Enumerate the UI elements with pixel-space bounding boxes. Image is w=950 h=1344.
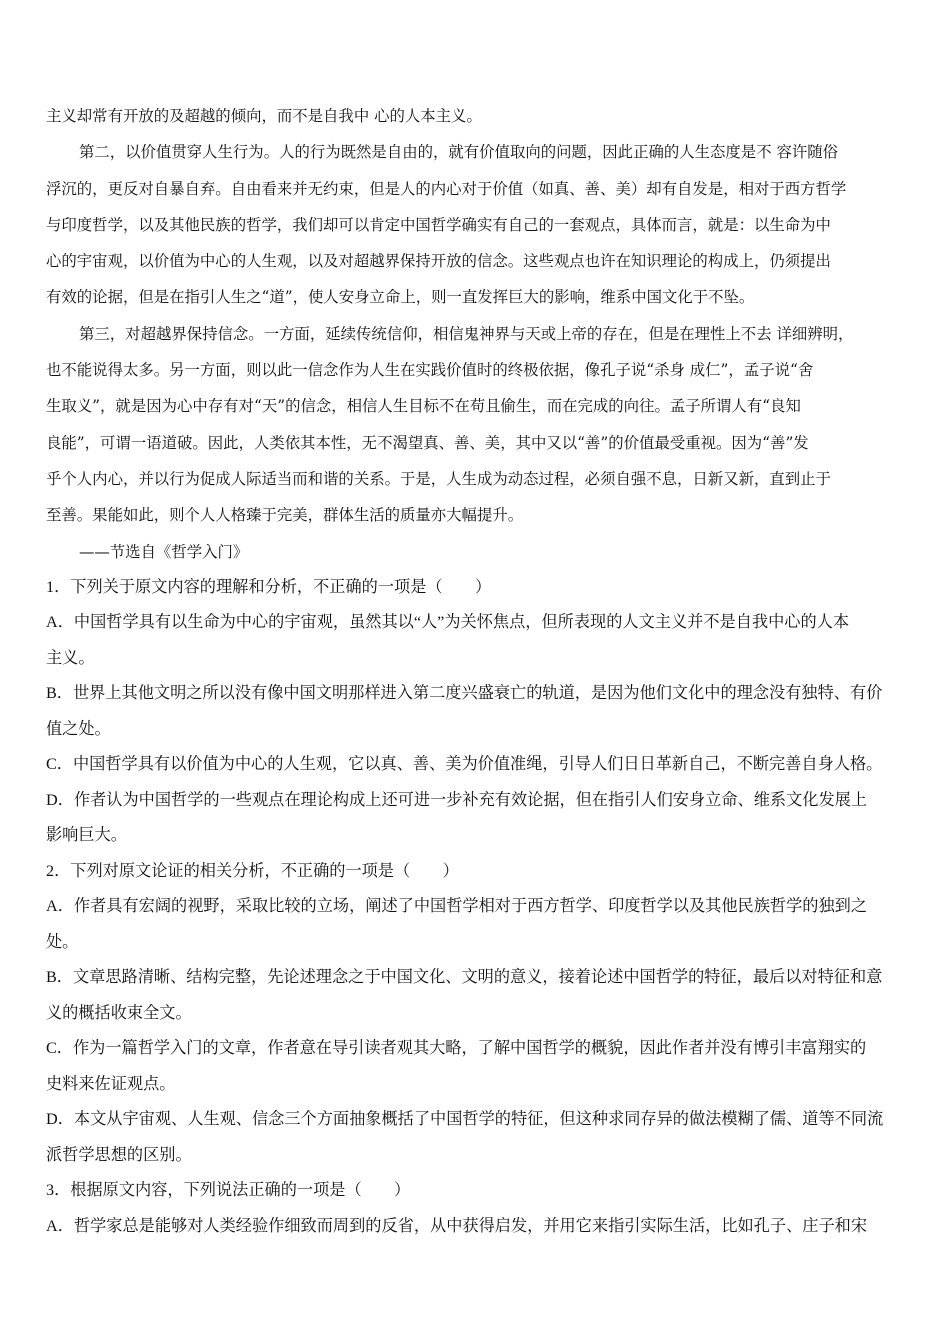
question-3	[46, 1173, 910, 1244]
passage-line: 主义却常有开放的及超越的倾向，而不是自我中 心的人本主义。	[46, 107, 482, 125]
question-stem: 2．下列对原文论证的相关分析，不正确的一项是（ ）	[46, 861, 459, 880]
passage-line: 浮沉的，更反对自暴自弃。自由看来并无约束，但是人的内心对于价值（如真、善、美）却有自发是，相对于西方哲学	[46, 179, 847, 198]
passage-line: 也不能说得太多。另一方面，则以此一信念作为人生在实践价值时的终极依据，像孔子说“杀身 成仁”，孟子说“舍	[46, 361, 814, 380]
option-a: A．中国哲学具有以生命为中心的宇宙观，虽然其以“人”为关怀焦点，但所表现的人文主义并不是自我中心的人本	[46, 613, 850, 632]
passage	[46, 98, 910, 570]
option-a: A．作者具有宏阔的视野，采取比较的立场，阐述了中国哲学相对于西方哲学、印度哲学以及其他民族哲学的独到之	[46, 897, 868, 916]
option-d: D．本文从宇宙观、人生观、信念三个方面抽象概括了中国哲学的特征，但这种求同存异的做法模糊了儒、道等不同流	[46, 1110, 884, 1129]
question-2	[46, 854, 910, 1174]
passage-line: 第三，对超越界保持信念。一方面，延续传统信仰，相信鬼神界与天或上帝的存在，但是在理性上不去 详细辨明，	[79, 324, 854, 343]
passage-line: 生取义”，就是因为心中存有对“天”的信念，相信人生目标不在苟且偷生，而在完成的向往。孟子所谓人有“良知	[46, 397, 801, 416]
option-d-cont: 影响巨大。	[46, 826, 127, 845]
option-b-cont: 义的概括收束全文。	[46, 1003, 192, 1022]
option-c-cont: 史料来佐证观点。	[46, 1074, 176, 1093]
option-d-cont: 派哲学思想的区别。	[46, 1145, 192, 1164]
passage-source: ——节选自《哲学入门》	[79, 542, 249, 561]
option-b: B．世界上其他文明之所以没有像中国文明那样进入第二度兴盛衰亡的轨道，是因为他们文化中的理念没有独特、有价	[46, 684, 883, 703]
option-c: C．作为一篇哲学入门的文章，作者意在导引读者观其大略，了解中国哲学的概貌，因此作者并没有博引丰富翔实的	[46, 1039, 867, 1058]
option-a: A．哲学家总是能够对人类经验作细致而周到的反省，从中获得启发，并用它来指引实际生活，比如孔子、庄子和宋	[46, 1216, 868, 1235]
passage-line: 与印度哲学，以及其他民族的哲学，我们却可以肯定中国哲学确实有自己的一套观点，具体而言，就是：以生命为中	[46, 215, 831, 234]
option-b-cont: 值之处。	[46, 719, 111, 738]
passage-line: 至善。果能如此，则个人人格臻于完美，群体生活的质量亦大幅提升。	[46, 506, 524, 525]
passage-line: 第二，以价值贯穿人生行为。人的行为既然是自由的，就有价值取向的问题，因此正确的人生态度是不 容许随俗	[79, 143, 839, 162]
option-d: D．作者认为中国哲学的一些观点在理论构成上还可进一步补充有效论据，但在指引人们安身立命、维系文化发展上	[46, 790, 868, 809]
passage-line: 良能”，可谓一语道破。因此，人类依其本性，无不渴望真、善、美，其中又以“善”的价值最受重视。因为“善”发	[46, 433, 809, 452]
passage-line: 乎个人内心，并以行为促成人际适当而和谐的关系。于是，人生成为动态过程，必须自强不息，日新又新，直到止于	[46, 469, 831, 488]
question-stem: 1．下列关于原文内容的理解和分析，不正确的一项是（ ）	[46, 577, 492, 596]
option-b: B．文章思路清晰、结构完整，先论述理念之于中国文化、文明的意义，接着论述中国哲学的特征，最后以对特征和意	[46, 968, 883, 987]
option-a-cont: 处。	[46, 932, 79, 951]
option-c: C．中国哲学具有以价值为中心的人生观，它以真、善、美为价值准绳，引导人们日日革新自己，不断完善自身人格。	[46, 755, 883, 774]
passage-line: 有效的论据，但是在指引人生之“道”，使人安身立命上，则一直发挥巨大的影响，维系中国文化于不坠。	[46, 288, 755, 307]
question-stem: 3．根据原文内容，下列说法正确的一项是（ ）	[46, 1181, 411, 1200]
option-a-cont: 主义。	[46, 648, 95, 667]
question-1	[46, 570, 910, 854]
passage-line: 心的宇宙观，以价值为中心的人生观，以及对超越界保持开放的信念。这些观点也许在知识理论的构成上，仍须提出	[46, 252, 831, 271]
